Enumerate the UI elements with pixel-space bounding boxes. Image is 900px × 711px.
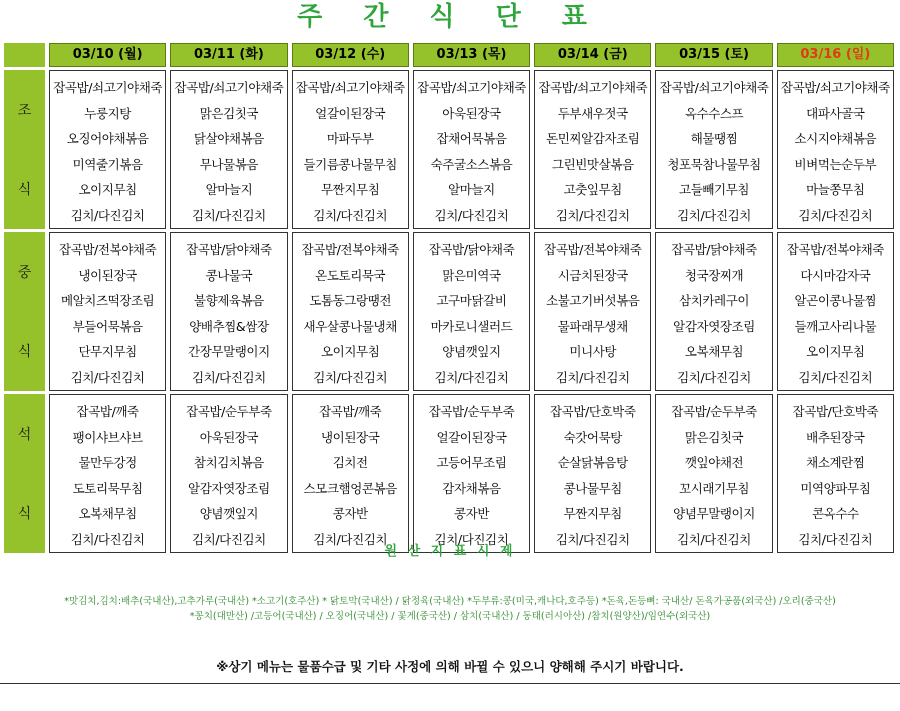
header-corner — [4, 43, 45, 67]
menu-item: 무나물볶음 — [199, 156, 259, 172]
menu-item: 콩나물무침 — [563, 480, 622, 496]
menu-item: 김치/다진김치 — [313, 369, 388, 385]
menu-item: 물만두강정 — [78, 455, 137, 470]
menu-item: 참치김치볶음 — [193, 455, 264, 470]
menu-item: 누룽지탕 — [84, 105, 131, 121]
menu-cell — [170, 232, 287, 391]
menu-item: 오이지무침 — [321, 344, 380, 359]
menu-item: 배추된장국 — [806, 429, 865, 445]
menu-item: 김치/다진김치 — [555, 369, 630, 385]
page-title: 주 간 식 단 표 — [297, 2, 603, 32]
menu-item: 고춧잎무침 — [563, 182, 622, 197]
origin-line: *맛김치,김치:배추(국내산),고추가루(국내산) *소고기(호주산) * 닭토막(국내산) / 닭정육(국내산) *두부류:콩(미국,캐나다,호주등) *돈육,돈등뼈: 국내산/ 돈육가공품(외국산) /오리(중국산) — [64, 596, 836, 607]
menu-item: 알마늘지 — [205, 182, 253, 197]
menu-cell — [655, 70, 772, 229]
menu-item: 소시지야채볶음 — [794, 131, 877, 146]
menu-cell — [534, 232, 651, 391]
menu-item: 들기름콩나물무침 — [303, 156, 397, 172]
menu-item: 잡곡밥/쇠고기야채죽 — [295, 80, 405, 95]
menu-cell — [777, 70, 894, 229]
menu-item: 김치/다진김치 — [313, 207, 388, 223]
menu-item: 두부새우젓국 — [557, 105, 628, 121]
meal-label-char: 석 — [17, 426, 32, 443]
menu-item: 고들빼기무침 — [679, 182, 750, 197]
menu-item: 맑은김칫국 — [684, 429, 744, 445]
menu-cell — [534, 70, 651, 229]
menu-item: 오이지무침 — [806, 344, 865, 359]
menu-item: 도톰동그랑땡전 — [309, 293, 392, 308]
menu-item: 김치/다진김치 — [798, 207, 873, 223]
menu-item: 잡곡밥/순두부죽 — [671, 404, 757, 419]
meal-label — [4, 70, 45, 229]
menu-cell — [413, 232, 530, 391]
menu-item: 오이지무침 — [78, 182, 137, 197]
menu-item: 소불고기버섯볶음 — [546, 293, 640, 308]
menu-cell — [292, 394, 409, 553]
meal-label — [4, 232, 45, 391]
day-label: 03/10 (월) — [72, 47, 143, 62]
menu-item: 마카로니샐러드 — [430, 318, 513, 334]
menu-item: 시금치된장국 — [557, 267, 628, 283]
menu-item: 잡곡밥/단호박죽 — [549, 404, 636, 419]
menu-cell — [655, 394, 772, 553]
menu-cell — [534, 394, 651, 553]
origin-title: 원 산 지 표 시 제 — [384, 544, 516, 559]
menu-item: 양념무말랭이지 — [673, 506, 755, 521]
menu-item: 새우살콩나물냉채 — [303, 318, 397, 334]
menu-item: 김치/다진김치 — [191, 369, 266, 385]
menu-item: 잡곡밥/전복야채죽 — [301, 242, 399, 257]
menu-item: 숙주굴소스볶음 — [430, 156, 513, 172]
day-label: 03/13 (목) — [436, 47, 507, 62]
menu-item: 삼치카레구이 — [679, 293, 750, 308]
menu-cell — [413, 70, 530, 229]
menu-item: 숙갓어묵탕 — [563, 429, 622, 445]
menu-item: 들깨고사리나물 — [794, 318, 877, 334]
menu-item: 잡곡밥/닭야채죽 — [428, 242, 515, 257]
menu-item: 간장무말랭이지 — [188, 344, 270, 359]
menu-cell — [170, 394, 287, 553]
menu-item: 잡곡밥/깨죽 — [319, 404, 382, 419]
menu-item: 마늘쫑무침 — [806, 182, 865, 197]
menu-cell — [49, 232, 166, 391]
day-header — [170, 43, 287, 67]
menu-cell — [655, 232, 772, 391]
menu-item: 도토리묵무침 — [72, 480, 143, 496]
change-notice: ※상기 메뉴는 물품수급 및 기타 사정에 의해 바뀔 수 있으니 양해해 주시기 바랍니다. — [216, 659, 684, 674]
origin-notice — [0, 594, 900, 624]
menu-item: 잡곡밥/닭야채죽 — [186, 242, 272, 257]
menu-cell — [170, 70, 287, 229]
menu-cell — [413, 394, 530, 553]
menu-item: 잡곡밥/깨죽 — [76, 404, 139, 419]
menu-item: 오복채무침 — [78, 506, 137, 521]
menu-item: 닭살야채볶음 — [193, 131, 264, 146]
menu-cell — [777, 232, 894, 391]
menu-item: 잡곡밥/쇠고기야채죽 — [417, 80, 526, 95]
meal-row — [4, 70, 894, 229]
day-header — [777, 43, 894, 67]
day-header — [292, 43, 409, 67]
menu-item: 얼갈이된장국 — [436, 429, 507, 445]
menu-item: 김치/다진김치 — [677, 369, 751, 385]
day-header-row — [4, 43, 894, 67]
menu-item: 해물땡찜 — [690, 131, 738, 146]
menu-item: 얼갈이된장국 — [315, 105, 386, 121]
menu-item: 김치전 — [332, 455, 368, 470]
menu-item: 콩자반 — [332, 506, 368, 521]
menu-item: 알감자엿장조림 — [188, 480, 270, 496]
menu-item: 김치/다진김치 — [798, 531, 873, 547]
day-label: 03/12 (수) — [315, 47, 386, 62]
menu-item: 마파두부 — [326, 131, 374, 146]
menu-item: 감자채볶음 — [442, 480, 501, 496]
bottom-divider — [0, 683, 900, 684]
menu-item: 알감자엿장조림 — [673, 318, 755, 334]
menu-item: 미니사탕 — [569, 344, 617, 359]
menu-item: 돈민찌알감자조림 — [546, 131, 640, 146]
menu-item: 잡곡밥/쇠고기야채죽 — [780, 80, 890, 95]
menu-item: 잡곡밥/쇠고기야채죽 — [659, 80, 769, 95]
menu-item: 콘옥수수 — [811, 506, 859, 521]
menu-item: 김치/다진김치 — [677, 531, 751, 547]
day-header — [534, 43, 651, 67]
day-header — [49, 43, 166, 67]
menu-item: 다시마감자국 — [800, 267, 871, 283]
menu-item: 김치/다진김치 — [70, 369, 145, 385]
menu-item: 아욱된장국 — [199, 429, 259, 445]
day-label: 03/14 (금) — [557, 47, 628, 62]
menu-item: 김치/다진김치 — [434, 369, 509, 385]
menu-item: 오복채무침 — [684, 344, 744, 359]
menu-item: 맑은김칫국 — [199, 105, 259, 121]
menu-item: 잡곡밥/쇠고기야채죽 — [538, 80, 648, 95]
menu-item: 잡곡밥/단호박죽 — [792, 404, 879, 419]
menu-item: 김치/다진김치 — [434, 207, 509, 223]
menu-item: 메알치즈떡장조림 — [60, 293, 155, 308]
menu-item: 김치/다진김치 — [191, 531, 266, 547]
menu-item: 콩나물국 — [205, 267, 253, 283]
menu-item: 알마늘지 — [448, 182, 495, 197]
menu-item: 잡채어묵볶음 — [436, 131, 507, 146]
menu-item: 깻잎야채전 — [684, 455, 744, 470]
menu-item: 고구마닭갈비 — [436, 293, 507, 308]
menu-cell — [777, 394, 894, 553]
menu-item: 김치/다진김치 — [434, 531, 509, 547]
menu-item: 김치/다진김치 — [191, 207, 266, 223]
menu-cell — [292, 70, 409, 229]
menu-item: 아욱된장국 — [442, 105, 501, 121]
menu-item: 불향제육볶음 — [193, 293, 264, 308]
menu-item: 부들어묵볶음 — [72, 318, 143, 334]
menu-item: 잡곡밥/순두부죽 — [186, 404, 272, 419]
menu-item: 알곤이콩나물찜 — [794, 293, 877, 308]
menu-item: 잡곡밥/쇠고기야채죽 — [174, 80, 284, 95]
menu-item: 단무지무침 — [78, 344, 137, 359]
menu-cell — [292, 232, 409, 391]
day-header — [413, 43, 530, 67]
menu-item: 잡곡밥/전복야채죽 — [59, 242, 157, 257]
menu-cell — [49, 70, 166, 229]
menu-item: 그린빈맛살볶음 — [551, 156, 634, 172]
menu-item: 양념깻잎지 — [199, 506, 259, 521]
menu-item: 오징어야채볶음 — [66, 131, 149, 146]
day-label: 03/15 (토) — [679, 47, 749, 62]
meal-label-char: 조 — [17, 102, 32, 119]
origin-line: *꽁치(대만산) /고등어(국내산) / 오징어(국내산) / 꽃게(중국산) / 삼치(국내산) / 동태(러시아산) /참치(원양산)/임연수(외국산) — [189, 611, 711, 622]
menu-item: 김치/다진김치 — [70, 531, 145, 547]
day-label: 03/16 (일) — [800, 47, 871, 62]
meal-label-char: 식 — [17, 182, 32, 199]
meal-label-char: 중 — [17, 264, 32, 281]
meal-label-char: 식 — [17, 344, 32, 361]
menu-item: 온도토리묵국 — [315, 267, 386, 283]
menu-item: 잡곡밥/쇠고기야채죽 — [53, 80, 163, 95]
meal-row — [4, 232, 894, 391]
menu-item: 대파사골국 — [806, 105, 865, 121]
meal-label — [4, 394, 45, 553]
menu-item: 김치/다진김치 — [313, 531, 388, 547]
menu-item: 양념깻잎지 — [442, 344, 501, 359]
menu-item: 콩자반 — [453, 506, 489, 521]
menu-item: 물파래무생채 — [557, 318, 628, 334]
menu-item: 청포묵참나물무침 — [667, 156, 761, 172]
menu-item: 김치/다진김치 — [555, 207, 630, 223]
menu-item: 양배추찜&쌈장 — [189, 318, 269, 334]
menu-item: 미역줄기볶음 — [72, 156, 143, 172]
menu-item: 김치/다진김치 — [555, 531, 630, 547]
menu-item: 채소계란찜 — [806, 455, 865, 470]
menu-item: 냉이된장국 — [321, 429, 380, 445]
weekly-menu-table — [0, 40, 898, 556]
menu-item: 순살닭볶음탕 — [557, 455, 628, 470]
menu-item: 스모크햄엉콘볶음 — [303, 480, 397, 496]
menu-item: 잡곡밥/닭야채죽 — [671, 242, 757, 257]
menu-item: 청국장찌개 — [684, 267, 744, 283]
meal-label-char: 식 — [17, 506, 32, 523]
menu-item: 김치/다진김치 — [798, 369, 873, 385]
menu-item: 냉이된장국 — [78, 267, 137, 283]
menu-item: 꼬시래기무침 — [679, 480, 750, 496]
meal-row — [4, 394, 894, 553]
menu-item: 김치/다진김치 — [677, 207, 751, 223]
menu-item: 김치/다진김치 — [70, 207, 145, 223]
menu-cell — [49, 394, 166, 553]
menu-item: 잡곡밥/전복야채죽 — [544, 242, 642, 257]
menu-item: 비벼먹는순두부 — [794, 156, 877, 172]
menu-item: 잡곡밥/순두부죽 — [428, 404, 515, 419]
menu-item: 고등어무조림 — [436, 455, 507, 470]
menu-item: 잡곡밥/전복야채죽 — [786, 242, 884, 257]
menu-item: 미역양파무침 — [800, 480, 871, 496]
menu-item: 맑은미역국 — [442, 267, 501, 283]
menu-item: 무짠지무침 — [563, 506, 622, 521]
day-label: 03/11 (화) — [193, 47, 264, 62]
menu-item: 옥수수스프 — [684, 105, 744, 121]
day-header — [655, 43, 772, 67]
menu-item: 무짠지무침 — [321, 182, 380, 197]
menu-item: 팽이샤브샤브 — [72, 429, 143, 445]
